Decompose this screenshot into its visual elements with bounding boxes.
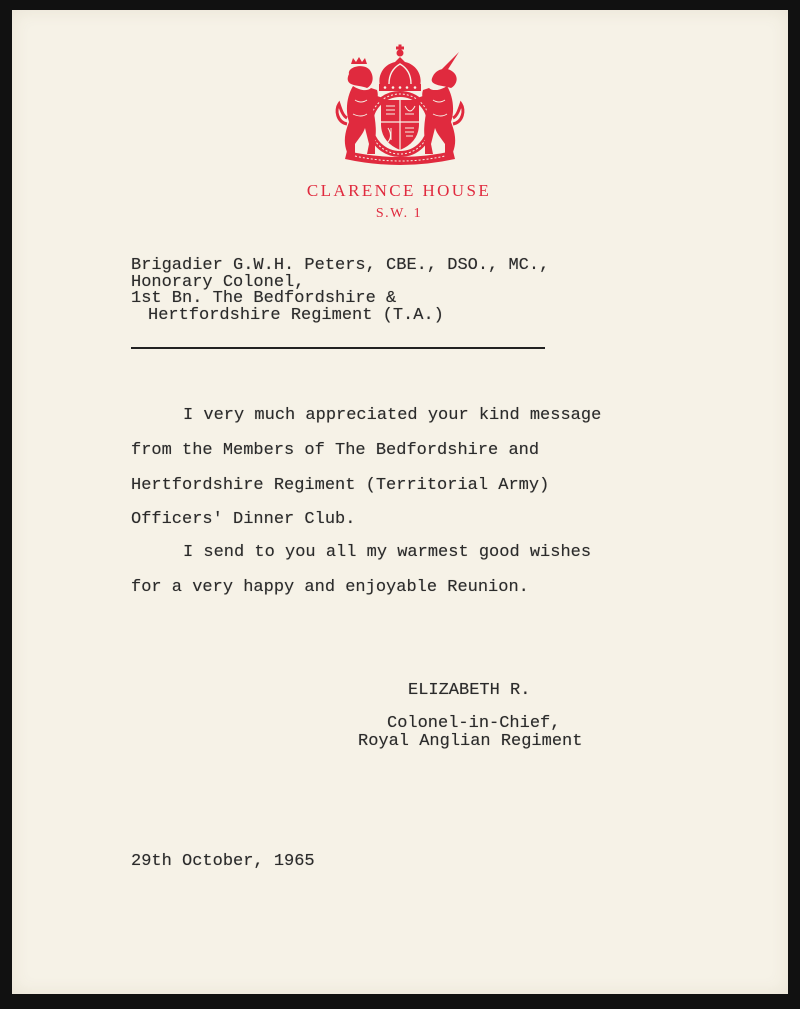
body-line: I very much appreciated your kind message — [183, 406, 602, 425]
letterhead-name: CLARENCE HOUSE — [306, 181, 492, 200]
addressee-line: 1st Bn. The Bedfordshire & — [131, 289, 397, 308]
address-underline-divider — [131, 347, 545, 349]
signature-title-line: Royal Anglian Regiment — [358, 732, 583, 751]
addressee-line: Honorary Colonel, — [131, 273, 305, 292]
letterhead-district: S.W. 1 — [375, 206, 423, 221]
body-line: from the Members of The Bedfordshire and — [131, 441, 540, 460]
addressee-line: Brigadier G.W.H. Peters, CBE., DSO., MC., — [131, 256, 550, 275]
addressee-line: Hertfordshire Regiment (T.A.) — [148, 306, 444, 325]
letter-date: 29th October, 1965 — [131, 852, 315, 871]
body-line: for a very happy and enjoyable Reunion. — [131, 578, 529, 597]
body-line: Officers' Dinner Club. — [131, 510, 356, 529]
crown-icon — [379, 45, 421, 92]
shield-icon — [370, 94, 430, 154]
body-line: Hertfordshire Regiment (Territorial Army) — [131, 476, 550, 495]
body-line: I send to you all my warmest good wishes — [183, 543, 592, 562]
signature-title-line: Colonel-in-Chief, — [387, 714, 561, 733]
royal-coat-of-arms-icon — [333, 44, 468, 170]
signature-name: ELIZABETH R. — [408, 681, 531, 700]
